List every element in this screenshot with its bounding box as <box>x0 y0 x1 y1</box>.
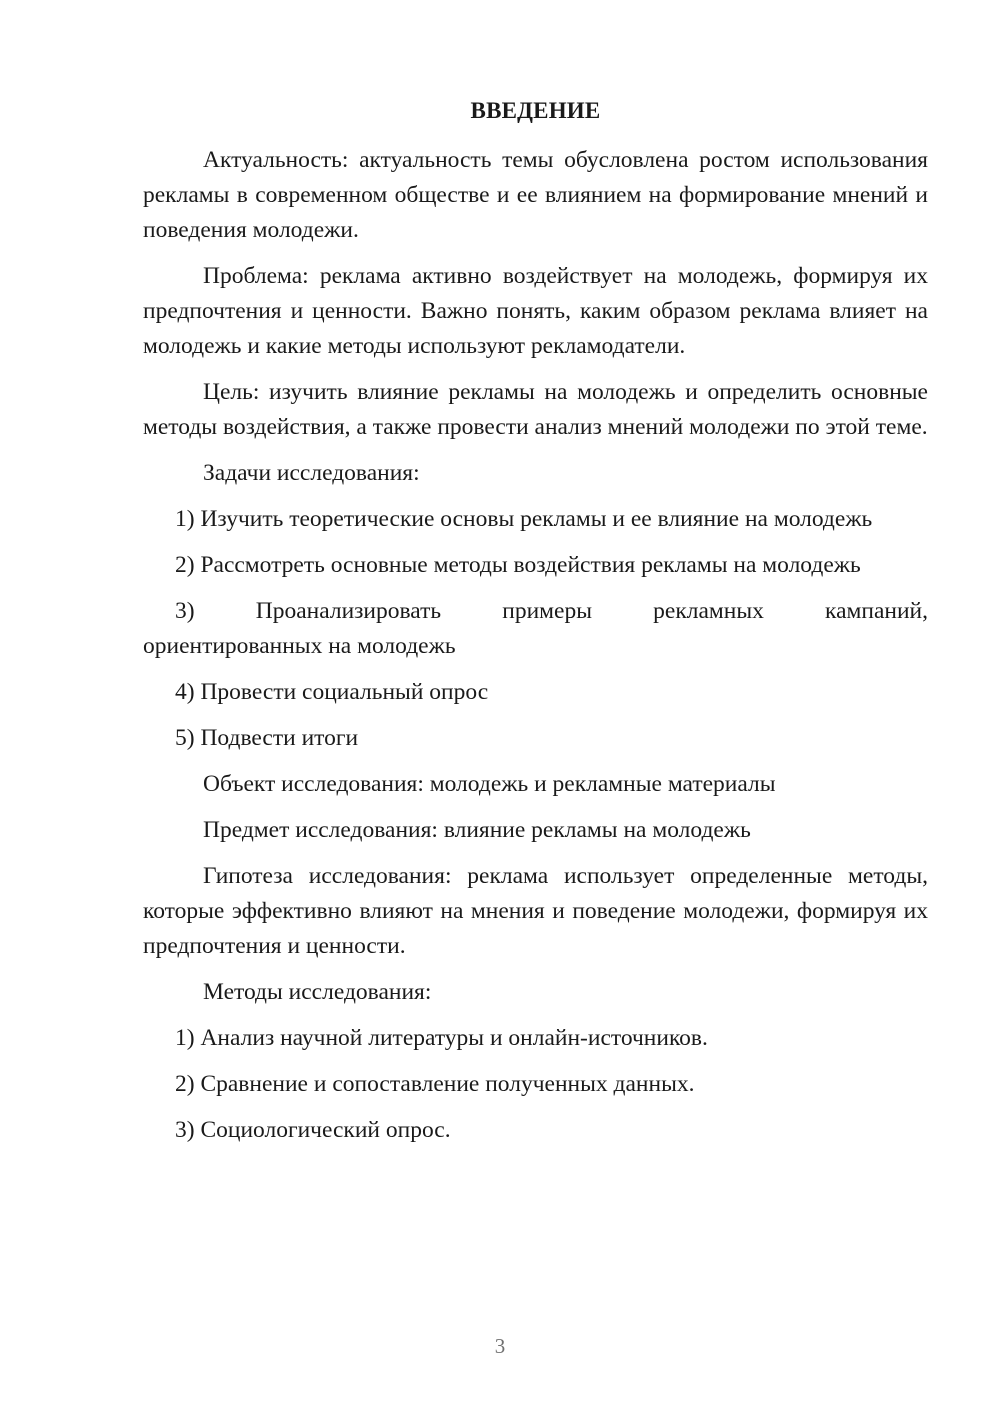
hypothesis-paragraph: Гипотеза исследования: реклама использует определенные методы, которые эффективно влияют на мнения и поведение молодежи, формируя их предпочтения и ценности. <box>143 863 928 959</box>
method-item-3: 3) Социологический опрос. <box>175 1117 451 1143</box>
task-item-1: 1) Изучить теоретические основы рекламы и ее влияние на молодежь <box>175 506 873 532</box>
document-body <box>143 143 928 1159</box>
research-object: Объект исследования: молодежь и рекламные материалы <box>203 771 776 797</box>
section-title: ВВЕДЕНИЕ <box>470 98 601 123</box>
problem-paragraph: Проблема: реклама активно воздействует на молодежь, формируя их предпочтения и ценности. Важно понять, каким образом реклама влияет на молодежь и какие методы используют рекламодатели. <box>143 263 928 359</box>
task-item-3 <box>143 594 928 664</box>
research-subject: Предмет исследования: влияние рекламы на молодежь <box>203 817 751 843</box>
tasks-heading: Задачи исследования: <box>203 460 420 486</box>
method-item-2: 2) Сравнение и сопоставление полученных данных. <box>175 1071 695 1097</box>
page-number: 3 <box>494 1334 506 1358</box>
task-item-3-continuation: ориентированных на молодежь <box>143 633 456 659</box>
task-item-5: 5) Подвести итоги <box>175 725 359 751</box>
task-item-2: 2) Рассмотреть основные методы воздействия рекламы на молодежь <box>175 552 861 578</box>
methods-heading: Методы исследования: <box>203 979 432 1005</box>
relevance-paragraph: Актуальность: актуальность темы обусловлена ростом использования рекламы в современном обществе и ее влиянием на формирование мнений и поведения молодежи. <box>143 147 928 243</box>
method-item-1: 1) Анализ научной литературы и онлайн-источников. <box>175 1025 708 1051</box>
task-item-4: 4) Провести социальный опрос <box>175 679 489 705</box>
task-item-3-text: 3) Проанализировать примеры рекламных кампаний, <box>175 598 928 624</box>
goal-paragraph: Цель: изучить влияние рекламы на молодежь и определить основные методы воздействия, а также провести анализ мнений молодежи по этой теме. <box>143 379 928 440</box>
